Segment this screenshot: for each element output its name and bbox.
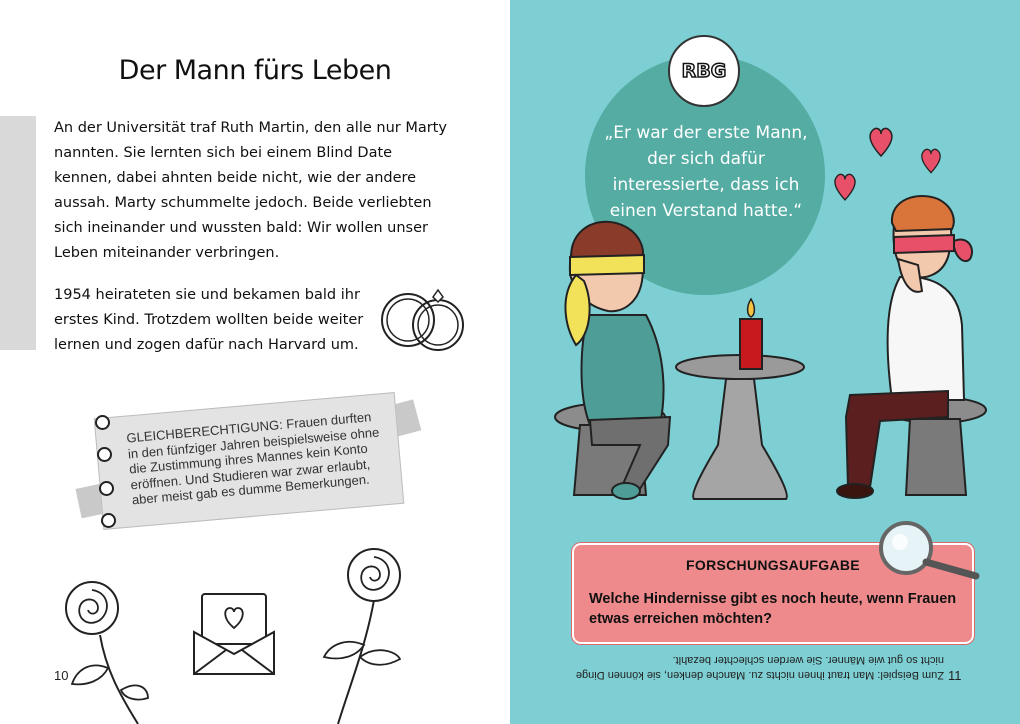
magnifier-icon xyxy=(878,522,980,582)
rose-icon xyxy=(316,545,406,724)
wedding-rings-icon xyxy=(378,285,470,355)
heart-icon xyxy=(868,126,894,156)
heart-icon xyxy=(920,147,942,173)
love-letter-icon xyxy=(192,592,276,676)
rose-icon xyxy=(58,580,148,724)
page-number: 10 xyxy=(54,668,69,683)
page-title: Der Mann fürs Leben xyxy=(118,55,392,86)
task-question: Welche Hindernisse gibt es noch heute, wenn Frauen etwas erreichen möchten? xyxy=(589,591,957,627)
story-paragraph-1: An der Universität traf Ruth Martin, den alle nur Marty nannten. Sie lernten sich bei einem Blind Date kennen, dabei ahnten beide nicht, wie der andere aussah. Marty schummelte jedoch. Beide verliebten sich ineinander und wussten bald: Wir wollen unser Leben miteinander verbringen. xyxy=(54,120,447,261)
blind-date-illustration xyxy=(550,195,990,515)
margin-bar xyxy=(0,116,36,350)
upside-down-answer: Zum Beispiel: Man traut ihnen nichts zu. Manche denken, sie können Dinge nicht so gut wie Männer. Sie werden schlechter bezahlt. xyxy=(575,654,944,681)
punch-hole xyxy=(95,415,110,430)
page-number: 11 xyxy=(948,668,962,683)
note-card xyxy=(94,392,405,530)
task-title: FORSCHUNGSAUFGABE xyxy=(686,557,860,573)
story-paragraph-2: 1954 heirateten sie und bekamen bald ihr erstes Kind. Trotzdem wollten beide weiter lernen und zogen dafür nach Harvard um. xyxy=(54,287,364,353)
info-note xyxy=(88,395,418,530)
punch-hole xyxy=(97,447,112,462)
punch-hole xyxy=(101,513,116,528)
punch-hole xyxy=(99,481,114,496)
note-text: GLEICHBERECHTIGUNG: Frauen durften in den fünfziger Jahren beispielsweise ohne die Zustimmung ihres Mannes kein Konto eröffnen. Und Studieren war zwar erlaubt, aber meist gab es dumme Bemerkungen. xyxy=(125,409,380,508)
rbg-logo: RBG xyxy=(668,35,740,107)
quote-text: „Er war der erste Mann, der sich dafür interessierte, dass ich einen Verstand hatte.“ xyxy=(604,123,808,221)
